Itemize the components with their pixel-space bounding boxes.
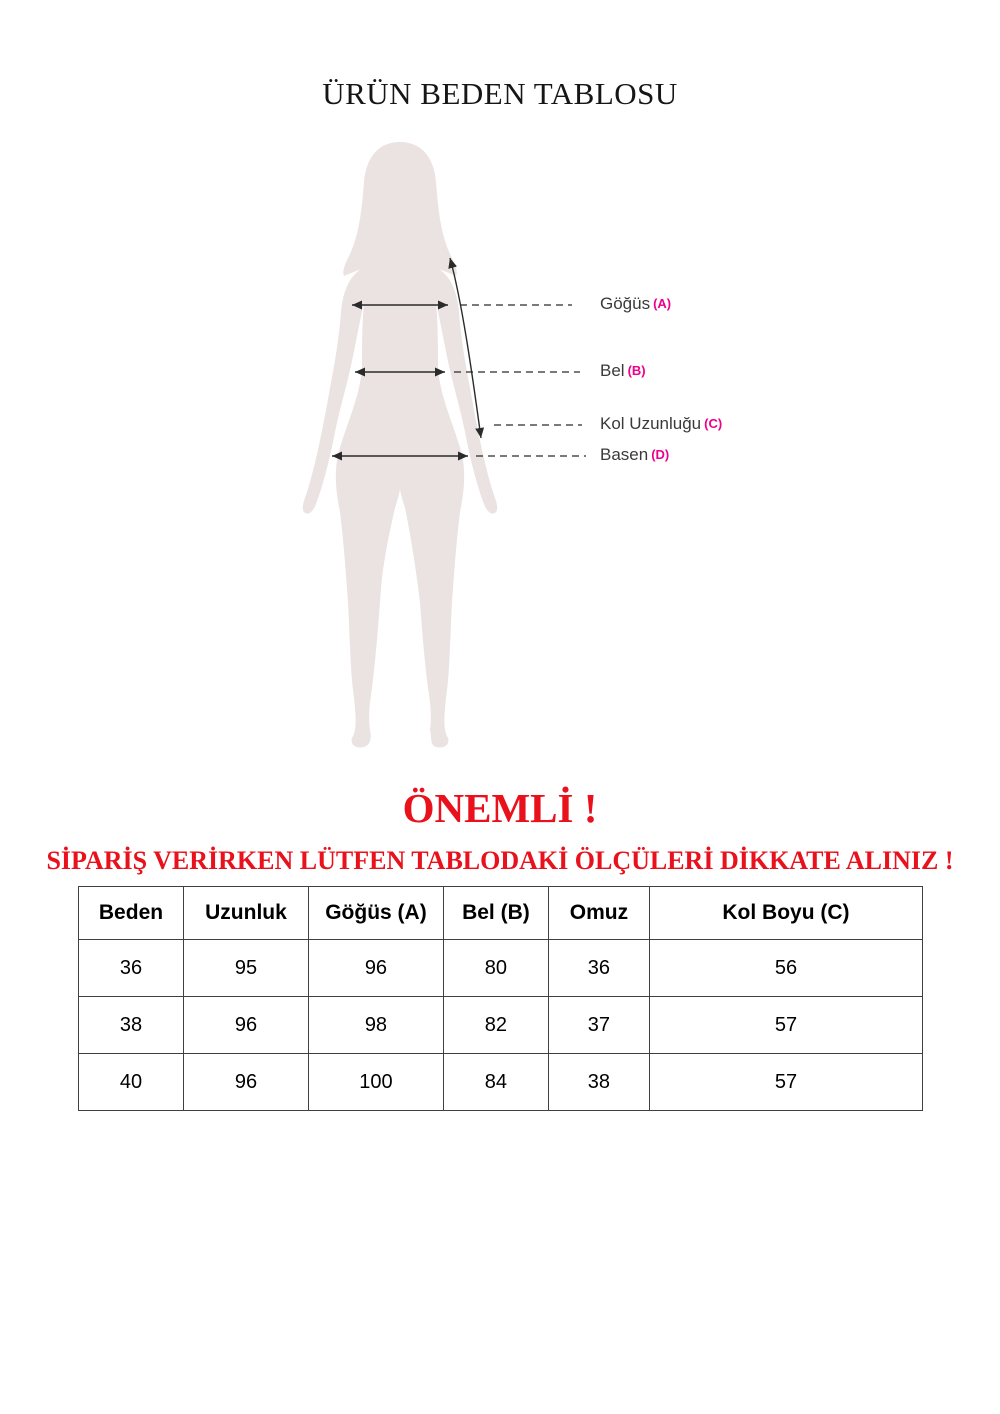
important-subheading: SİPARİŞ VERİRKEN LÜTFEN TABLODAKİ ÖLÇÜLERİ DİKKATE ALINIZ !	[46, 846, 954, 875]
waist-label	[600, 362, 646, 380]
table-cell: 38	[548, 1054, 649, 1111]
hip-marker-letter: (D)	[651, 447, 670, 462]
table-cell: 96	[183, 997, 308, 1054]
female-body-silhouette	[303, 246, 497, 748]
arm-length-marker-letter: (C)	[704, 416, 723, 431]
table-cell: 96	[183, 1054, 308, 1111]
chest-label	[600, 295, 671, 313]
col-header-beden: Beden	[79, 887, 184, 940]
waist-label-text: Bel	[600, 361, 625, 380]
col-header-uzunluk: Uzunluk	[183, 887, 308, 940]
table-cell: 100	[308, 1054, 443, 1111]
table-row	[79, 997, 923, 1054]
table-cell: 95	[183, 940, 308, 997]
table-cell: 36	[548, 940, 649, 997]
table-cell: 38	[79, 997, 184, 1054]
table-cell: 98	[308, 997, 443, 1054]
page-title: ÜRÜN BEDEN TABLOSU	[322, 76, 678, 111]
table-cell: 84	[443, 1054, 548, 1111]
table-row	[79, 940, 923, 997]
body-measurement-diagram	[280, 140, 590, 760]
arm-length-label-text: Kol Uzunluğu	[600, 414, 702, 433]
chest-marker-letter: (A)	[653, 296, 672, 311]
table-cell: 40	[79, 1054, 184, 1111]
size-table-body	[79, 940, 923, 1111]
table-row	[79, 1054, 923, 1111]
hip-label-text: Basen	[600, 445, 649, 464]
table-cell: 80	[443, 940, 548, 997]
table-cell: 36	[79, 940, 184, 997]
chest-label-text: Göğüs	[600, 294, 651, 313]
col-header-kol-boyu: Kol Boyu (C)	[649, 887, 922, 940]
size-table	[78, 886, 923, 1111]
table-cell: 96	[308, 940, 443, 997]
col-header-gogus: Göğüs (A)	[308, 887, 443, 940]
table-cell: 37	[548, 997, 649, 1054]
size-table-header	[79, 887, 923, 940]
important-heading: ÖNEMLİ !	[402, 785, 598, 831]
hip-label	[600, 446, 669, 464]
table-cell: 56	[649, 940, 922, 997]
table-cell: 57	[649, 1054, 922, 1111]
header-row	[79, 887, 923, 940]
table-cell: 57	[649, 997, 922, 1054]
arm-length-label	[600, 415, 722, 433]
col-header-bel: Bel (B)	[443, 887, 548, 940]
waist-marker-letter: (B)	[627, 363, 646, 378]
col-header-omuz: Omuz	[548, 887, 649, 940]
table-cell: 82	[443, 997, 548, 1054]
